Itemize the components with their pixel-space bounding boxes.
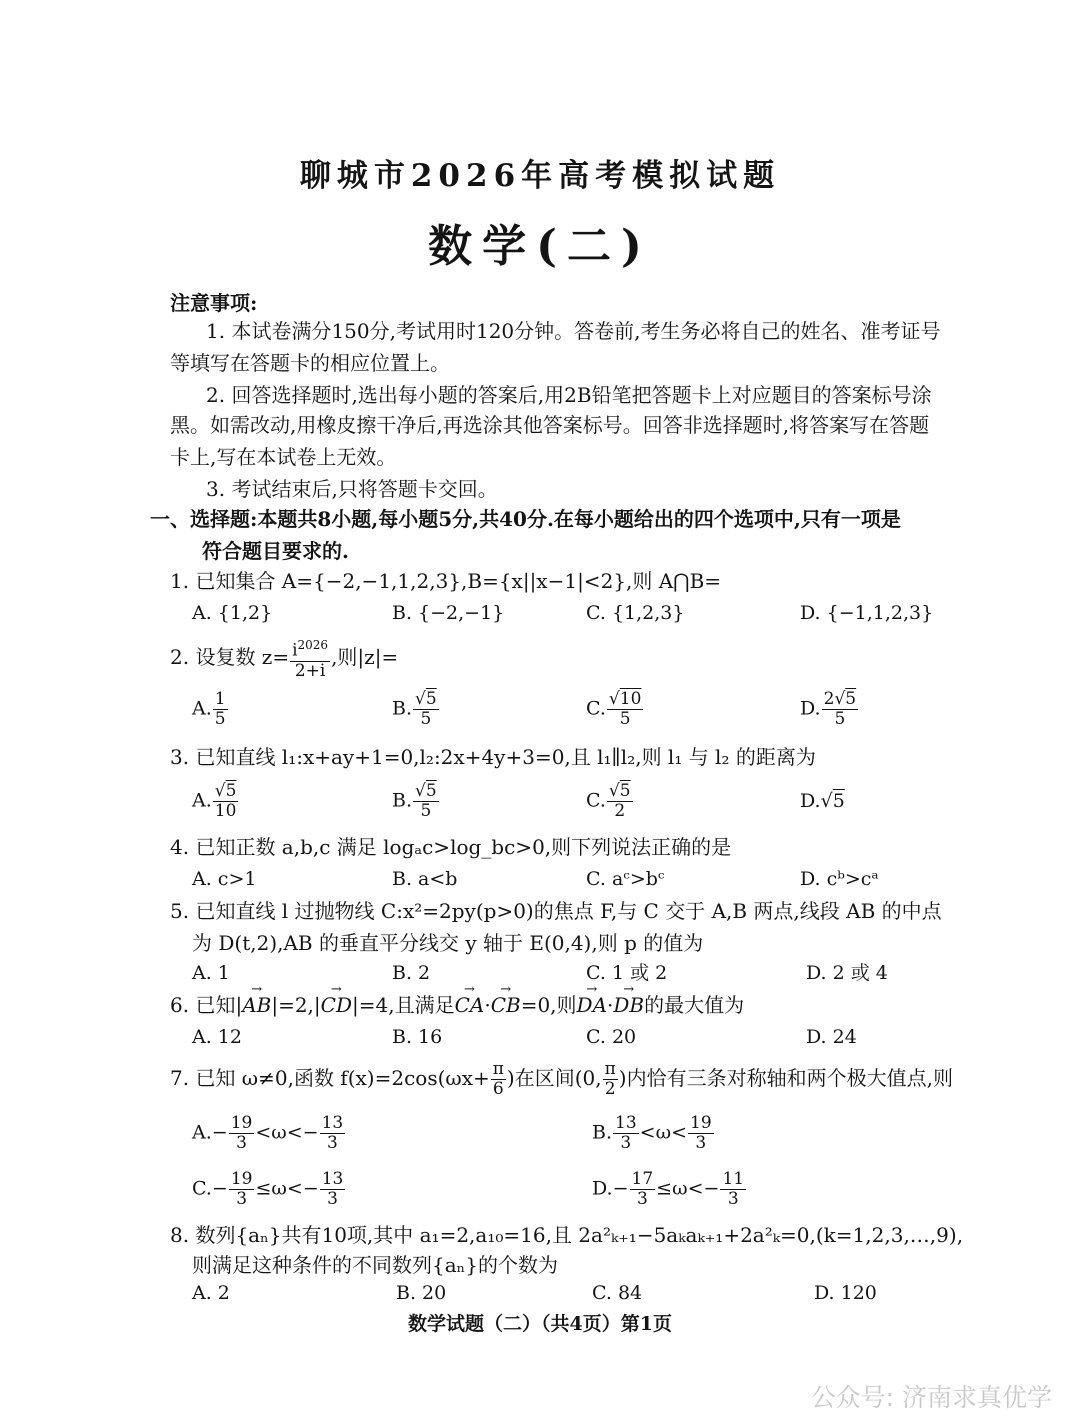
q7-option-a: A.− $\frac{19}{3}$ <ω<− $\frac{13}{3}$ [192,1113,344,1153]
q8-option-b: B. 20 [396,1282,447,1304]
q7-option-c: C.− $\frac{19}{3}$ ≤ω<− $\frac{13}{3}$ [192,1169,344,1209]
q7-stem: 7. 已知 ω≠0,函数 f(x)=2cos(ωx+ $\frac{\pi}{6}$ )在区间(0, $\frac{\pi}{2}$ )内恰有三条对称轴和两个极大值点,则 [170,1059,953,1099]
q4-option-a: A. c>1 [192,868,257,890]
q3-option-d: D.√5 [800,790,845,812]
q8-option-d: D. 120 [814,1282,877,1304]
q5-stem-cont: 为 D(t,2),AB 的垂直平分线交 y 轴于 E(0,4),则 p 的值为 [192,931,704,955]
notice-line: 黑。如需改动,用橡皮擦干净后,再选涂其他答案标号。回答非选择题时,将答案写在答题 [170,413,930,437]
notice-heading: 注意事项: [170,291,258,315]
q2-stem: 2. 设复数 z= $\frac{i^{2026}}{2+i}$ ,则|z|= [170,638,399,681]
q4-option-b: B. a<b [392,868,458,890]
q6-option-b: B. 16 [392,1026,443,1048]
notice-line: 2. 回答选择题时,选出每小题的答案后,用2B铅笔把答题卡上对应题目的答案标号涂 [206,383,932,407]
q3-option-a: A. $\frac{√5}{10}$ [192,781,237,821]
notice-line: 3. 考试结束后,只将答题卡交回。 [206,477,498,501]
q8-stem-cont: 则满足这种条件的不同数列{aₙ}的个数为 [192,1253,559,1277]
exam-title: 聊城市2026年高考模拟试题 [299,158,781,194]
q8-option-a: A. 2 [192,1282,230,1304]
q2-option-b: B. $\frac{√5}{5}$ [392,689,437,729]
q8-stem: 8. 数列{aₙ}共有10项,其中 a₁=2,a₁₀=16,且 2a²ₖ₊₁−5aₖaₖ₊₁+2a²ₖ=0,(k=1,2,3,…,9), [170,1223,964,1247]
q5-option-d: D. 2 或 4 [806,962,888,984]
q3-option-b: B. $\frac{√5}{5}$ [392,781,437,821]
page-footer: 数学试题（二）（共4页）第1页 [408,1313,672,1335]
section-heading-cont: 符合题目要求的. [202,539,349,563]
q4-option-c: C. aᶜ>bᶜ [586,868,665,890]
q2-option-c: C. $\frac{√10}{5}$ [586,689,642,729]
q6-option-c: C. 20 [586,1026,637,1048]
q1-option-c: C. {1,2,3} [586,602,685,624]
notice-line: 1. 本试卷满分150分,考试用时120分钟。答卷前,考生务必将自己的姓名、准考证号 [206,319,941,343]
q1-option-b: B. {−2,−1} [392,602,505,624]
subject-title: 数学(二) [428,221,652,272]
watermark: 公众号: 济南求真优学 [810,1383,1052,1412]
section-heading: 一、选择题:本题共8小题,每小题5分,共40分.在每小题给出的四个选项中,只有一项是 [150,507,901,531]
q6-option-a: A. 12 [192,1026,242,1048]
q7-option-d: D.− $\frac{17}{3}$ ≤ω<− $\frac{11}{3}$ [592,1169,745,1209]
q1-option-a: A. {1,2} [192,602,273,624]
q1-stem: 1. 已知集合 A={−2,−1,1,2,3},B={x||x−1|<2},则 A⋂B= [170,569,722,593]
q8-option-c: C. 84 [592,1282,643,1304]
q2-option-a: A. $\frac{1}{5}$ [192,689,226,729]
q2-option-d: D. $\frac{2√5}{5}$ [800,689,857,729]
q5-option-a: A. 1 [192,962,230,984]
notice-line: 等填写在答题卡的相应位置上。 [170,351,450,375]
q2-fraction: $\frac{i^{2026}}{2+i}$ [292,638,329,681]
q7-option-b: B. $\frac{13}{3}$ <ω< $\frac{19}{3}$ [592,1113,712,1153]
q6-stem: 6. 已知|→ AB|=2,|→ CD|=4,且满足→ CA·→ CB=0,则→ DA·→ DB的最大值为 [170,992,744,1018]
q5-stem: 5. 已知直线 l 过抛物线 C:x²=2py(p>0)的焦点 F,与 C 交于 A,B 两点,线段 AB 的中点 [170,899,942,923]
q4-stem: 4. 已知正数 a,b,c 满足 logₐc>log_bc>0,则下列说法正确的是 [170,835,732,859]
q3-stem: 3. 已知直线 l₁:x+ay+1=0,l₂:2x+4y+3=0,且 l₁∥l₂,则 l₁ 与 l₂ 的距离为 [170,745,816,769]
q6-option-d: D. 24 [806,1026,857,1048]
q1-option-d: D. {−1,1,2,3} [800,602,934,624]
q5-option-b: B. 2 [392,962,431,984]
q3-option-c: C. $\frac{√5}{2}$ [586,781,631,821]
notice-line: 卡上,写在本试卷上无效。 [170,445,397,469]
q4-option-d: D. cᵇ>cᵃ [800,868,879,890]
q5-option-c: C. 1 或 2 [586,962,668,984]
